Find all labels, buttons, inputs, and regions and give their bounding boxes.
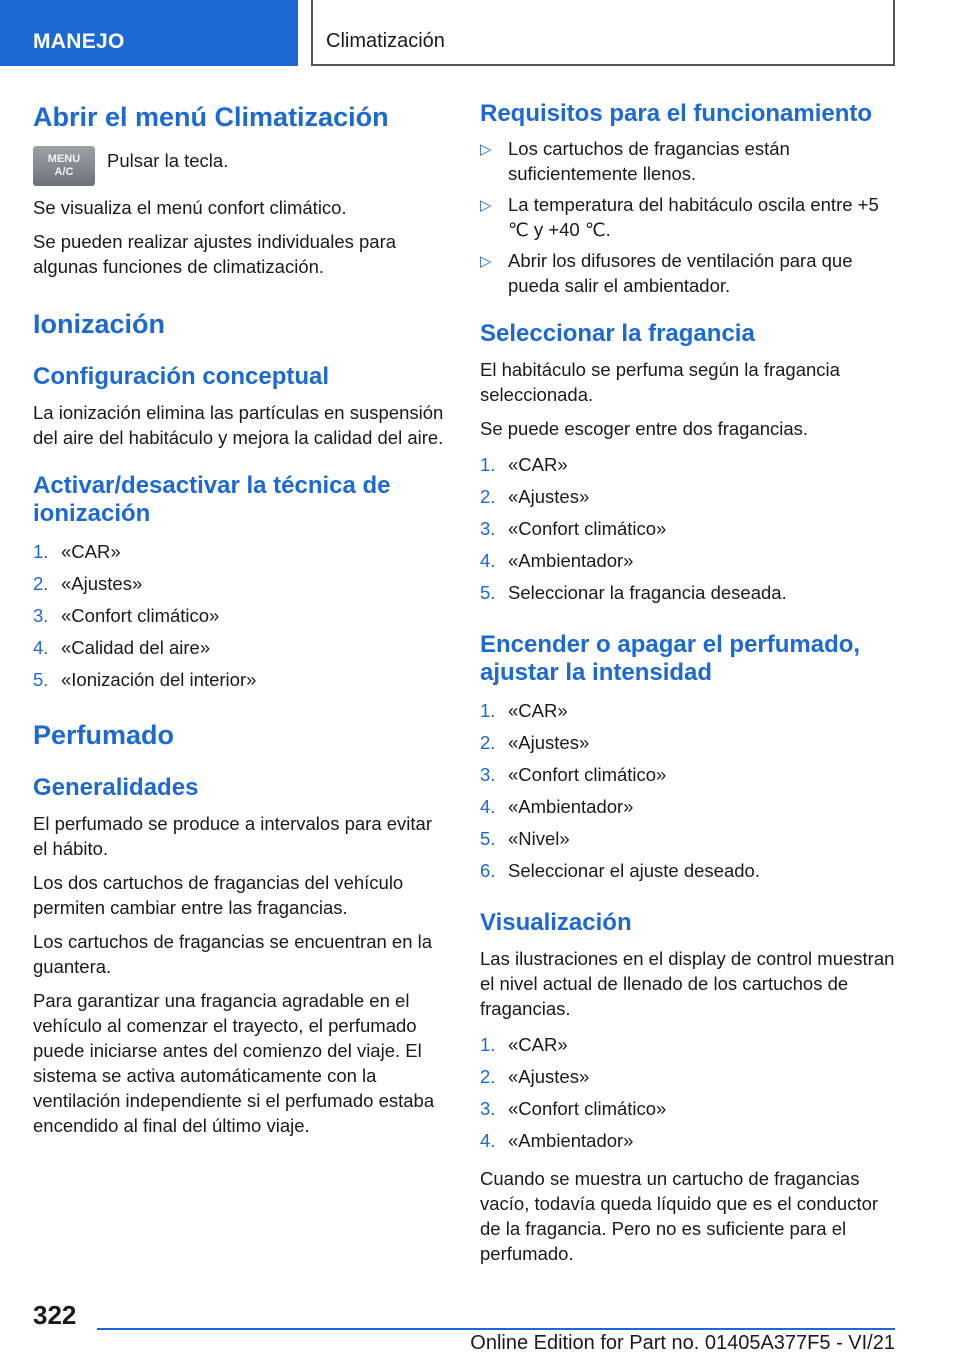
select-heading: Seleccionar la fragancia bbox=[480, 320, 755, 347]
requirements-heading: Requisitos para el funcionamiento bbox=[480, 100, 873, 127]
edition-note: Online Edition for Part no. 01405A377F5 - VI/21 bbox=[470, 1332, 895, 1354]
item-text: Abrir los difusores de ventilación para que pueda salir el ambientador. bbox=[508, 250, 853, 296]
list-item bbox=[480, 823, 898, 855]
menu-heading: Abrir el menú Climatización bbox=[33, 102, 389, 132]
step-number: 5. bbox=[480, 582, 496, 603]
activate-steps bbox=[33, 536, 451, 696]
list-item bbox=[480, 759, 898, 791]
list-item bbox=[480, 855, 898, 887]
step-number: 2. bbox=[480, 732, 496, 753]
step-number: 1. bbox=[480, 454, 496, 475]
list-item bbox=[480, 248, 898, 298]
requirements-list bbox=[480, 136, 898, 298]
list-item bbox=[480, 1125, 898, 1157]
item-text: La temperatura del habitáculo oscila entre +5 ℃ y +40 ℃. bbox=[508, 194, 879, 240]
step-text: «Confort climático» bbox=[508, 1098, 667, 1119]
section-label: MANEJO bbox=[0, 0, 298, 66]
list-item bbox=[480, 695, 898, 727]
paragraph: Se visualiza el menú confort climático. bbox=[33, 197, 347, 218]
list-item bbox=[33, 600, 451, 632]
onoff-heading: Encender o apagar el perfumado, ajustar la intensidad bbox=[480, 631, 861, 686]
list-item bbox=[480, 727, 898, 759]
left-column bbox=[33, 100, 451, 1138]
step-number: 2. bbox=[480, 1066, 496, 1087]
step-number: 1. bbox=[480, 1034, 496, 1055]
select-steps bbox=[480, 449, 898, 609]
list-item bbox=[480, 1029, 898, 1061]
visualization-heading: Visualización bbox=[480, 909, 632, 936]
step-text: Seleccionar la fragancia deseada. bbox=[508, 582, 787, 603]
list-item bbox=[33, 664, 451, 696]
step-number: 4. bbox=[480, 550, 496, 571]
onoff-steps bbox=[480, 695, 898, 887]
right-column bbox=[480, 100, 898, 1266]
key-label-menu: MENU bbox=[47, 153, 81, 165]
key-instruction-row bbox=[33, 146, 451, 186]
list-item bbox=[480, 545, 898, 577]
step-text: «Calidad del aire» bbox=[61, 637, 211, 658]
list-item bbox=[480, 1061, 898, 1093]
step-text: «Ajustes» bbox=[508, 486, 590, 507]
paragraph: El habitáculo se perfuma según la fragancia seleccionada. bbox=[480, 359, 840, 405]
list-item bbox=[480, 449, 898, 481]
step-number: 3. bbox=[33, 605, 49, 626]
step-text: «CAR» bbox=[508, 1034, 568, 1055]
ionization-heading: Ionización bbox=[33, 309, 166, 339]
activate-heading: Activar/desactivar la técnica de ionización bbox=[33, 472, 391, 527]
step-text: «Ambientador» bbox=[508, 1130, 634, 1151]
paragraph: Se pueden realizar ajustes individuales para algunas funciones de climatización. bbox=[33, 231, 397, 277]
paragraph: El perfumado se produce a intervalos para evitar el hábito. bbox=[33, 813, 432, 859]
triangle-bullet-icon: ▷ bbox=[480, 253, 492, 270]
step-text: «Ionización del interior» bbox=[61, 669, 257, 690]
step-number: 4. bbox=[33, 637, 49, 658]
step-text: «Ajustes» bbox=[508, 732, 590, 753]
step-number: 5. bbox=[33, 669, 49, 690]
step-text: «CAR» bbox=[61, 541, 121, 562]
list-item bbox=[480, 577, 898, 609]
paragraph: Los cartuchos de fragancias se encuentran en la guantera. bbox=[33, 931, 433, 977]
step-text: «Ambientador» bbox=[508, 550, 634, 571]
step-number: 3. bbox=[480, 764, 496, 785]
list-item bbox=[480, 791, 898, 823]
item-text: Los cartuchos de fragancias están suficientemente llenos. bbox=[508, 138, 790, 184]
list-item bbox=[33, 568, 451, 600]
list-item bbox=[480, 1093, 898, 1125]
perfume-heading: Perfumado bbox=[33, 720, 175, 750]
general-heading: Generalidades bbox=[33, 774, 199, 801]
list-item bbox=[33, 632, 451, 664]
paragraph: La ionización elimina las partículas en suspensión del aire del habitáculo y mejora la calidad del aire. bbox=[33, 402, 444, 448]
page-number: 322 bbox=[33, 1300, 77, 1330]
paragraph: Para garantizar una fragancia agradable en el vehículo al comenzar el trayecto, el perfumado puede iniciarse antes del comienzo del viaje. El sistema se activa automáticamente con la ventilación independiente si el perfumado estaba encendido al final del último viaje. bbox=[33, 990, 435, 1136]
concept-heading: Configuración conceptual bbox=[33, 363, 330, 390]
chapter-label: Climatización bbox=[311, 0, 895, 66]
menu-ac-key-icon bbox=[33, 146, 95, 186]
step-text: «Ajustes» bbox=[508, 1066, 590, 1087]
list-item bbox=[480, 192, 898, 242]
list-item bbox=[480, 513, 898, 545]
step-number: 3. bbox=[480, 518, 496, 539]
list-item bbox=[480, 481, 898, 513]
step-number: 1. bbox=[33, 541, 49, 562]
step-number: 5. bbox=[480, 828, 496, 849]
step-text: «Confort climático» bbox=[508, 764, 667, 785]
triangle-bullet-icon: ▷ bbox=[480, 141, 492, 158]
paragraph: Cuando se muestra un cartucho de fragancias vacío, todavía queda líquido que es el conductor de la fragancia. Pero no es suficiente para el perfumado. bbox=[480, 1168, 879, 1264]
step-text: «Ajustes» bbox=[61, 573, 143, 594]
step-number: 2. bbox=[480, 486, 496, 507]
footer-divider bbox=[97, 1328, 895, 1330]
step-text: «Ambientador» bbox=[508, 796, 634, 817]
key-instruction: Pulsar la tecla. bbox=[107, 150, 229, 171]
paragraph: Se puede escoger entre dos fragancias. bbox=[480, 418, 809, 439]
step-text: «Nivel» bbox=[508, 828, 570, 849]
paragraph: Los dos cartuchos de fragancias del vehículo permiten cambiar entre las fragancias. bbox=[33, 872, 404, 918]
step-text: «CAR» bbox=[508, 700, 568, 721]
list-item bbox=[480, 136, 898, 186]
step-number: 2. bbox=[33, 573, 49, 594]
step-text: «Confort climático» bbox=[508, 518, 667, 539]
step-text: «CAR» bbox=[508, 454, 568, 475]
paragraph: Las ilustraciones en el display de control muestran el nivel actual de llenado de los cartuchos de fragancias. bbox=[480, 948, 895, 1019]
step-number: 4. bbox=[480, 1130, 496, 1151]
visualization-steps bbox=[480, 1029, 898, 1157]
key-label-ac: A/C bbox=[54, 166, 74, 178]
step-text: Seleccionar el ajuste deseado. bbox=[508, 860, 760, 881]
step-number: 3. bbox=[480, 1098, 496, 1119]
triangle-bullet-icon: ▷ bbox=[480, 197, 492, 214]
step-text: «Confort climático» bbox=[61, 605, 220, 626]
list-item bbox=[33, 536, 451, 568]
page-header bbox=[0, 0, 960, 66]
step-number: 1. bbox=[480, 700, 496, 721]
step-number: 6. bbox=[480, 860, 496, 881]
step-number: 4. bbox=[480, 796, 496, 817]
